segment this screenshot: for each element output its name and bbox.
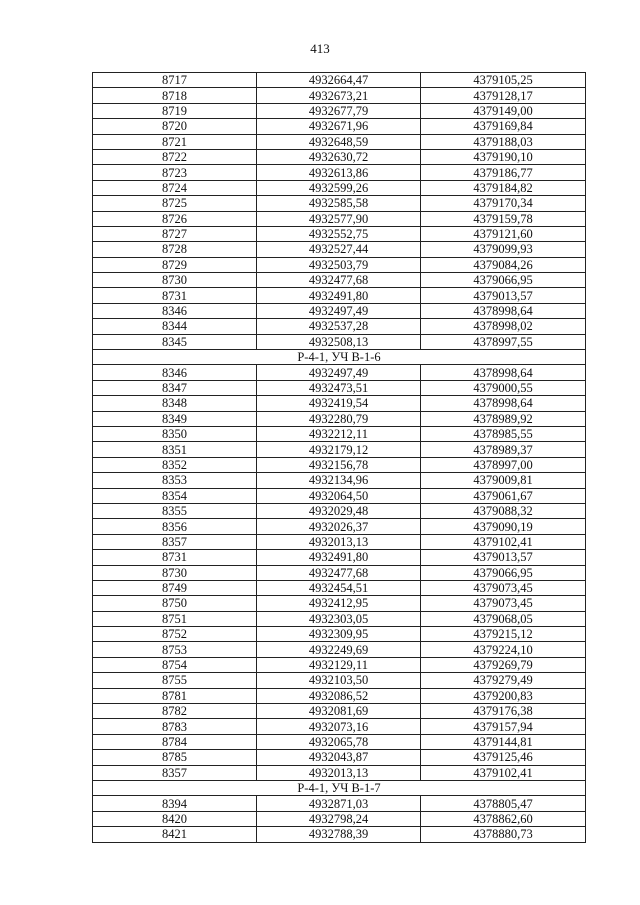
- table-row: [93, 673, 586, 688]
- y-coordinate-cell: 4378998,64: [421, 365, 586, 380]
- y-coordinate-cell: 4379149,00: [421, 103, 586, 118]
- y-coordinate-cell: 4378998,64: [421, 303, 586, 318]
- x-coordinate-cell: 4932026,37: [257, 519, 421, 534]
- point-number-cell: 8722: [93, 149, 257, 164]
- y-coordinate-cell: 4379084,26: [421, 257, 586, 272]
- y-coordinate-cell: 4379200,83: [421, 688, 586, 703]
- x-coordinate-cell: 4932613,86: [257, 165, 421, 180]
- point-number-cell: 8751: [93, 611, 257, 626]
- point-number-cell: 8348: [93, 396, 257, 411]
- x-coordinate-cell: 4932129,11: [257, 657, 421, 672]
- table-row: [93, 73, 586, 88]
- y-coordinate-cell: 4378880,73: [421, 827, 586, 842]
- x-coordinate-cell: 4932503,79: [257, 257, 421, 272]
- point-number-cell: 8718: [93, 88, 257, 103]
- table-row: [93, 580, 586, 595]
- table-row: [93, 273, 586, 288]
- y-coordinate-cell: 4379144,81: [421, 734, 586, 749]
- y-coordinate-cell: 4378862,60: [421, 811, 586, 826]
- y-coordinate-cell: 4379121,60: [421, 226, 586, 241]
- x-coordinate-cell: 4932412,95: [257, 596, 421, 611]
- table-row: [93, 827, 586, 842]
- table-row: [93, 165, 586, 180]
- point-number-cell: 8357: [93, 765, 257, 780]
- point-number-cell: 8717: [93, 73, 257, 88]
- x-coordinate-cell: 4932871,03: [257, 796, 421, 811]
- y-coordinate-cell: 4379184,82: [421, 180, 586, 195]
- y-coordinate-cell: 4379169,84: [421, 119, 586, 134]
- y-coordinate-cell: 4379125,46: [421, 750, 586, 765]
- point-number-cell: 8357: [93, 534, 257, 549]
- table-row: [93, 719, 586, 734]
- y-coordinate-cell: 4379068,05: [421, 611, 586, 626]
- point-number-cell: 8421: [93, 827, 257, 842]
- section-label: Р-4-1, УЧ В-1-7: [93, 780, 586, 795]
- y-coordinate-cell: 4379176,38: [421, 704, 586, 719]
- x-coordinate-cell: 4932508,13: [257, 334, 421, 349]
- y-coordinate-cell: 4378997,55: [421, 334, 586, 349]
- point-number-cell: 8345: [93, 334, 257, 349]
- point-number-cell: 8726: [93, 211, 257, 226]
- x-coordinate-cell: 4932577,90: [257, 211, 421, 226]
- y-coordinate-cell: 4378805,47: [421, 796, 586, 811]
- y-coordinate-cell: 4379159,78: [421, 211, 586, 226]
- y-coordinate-cell: 4378985,55: [421, 426, 586, 441]
- y-coordinate-cell: 4379105,25: [421, 73, 586, 88]
- x-coordinate-cell: 4932630,72: [257, 149, 421, 164]
- x-coordinate-cell: 4932552,75: [257, 226, 421, 241]
- x-coordinate-cell: 4932013,13: [257, 534, 421, 549]
- table-row: [93, 657, 586, 672]
- x-coordinate-cell: 4932477,68: [257, 273, 421, 288]
- point-number-cell: 8731: [93, 288, 257, 303]
- y-coordinate-cell: 4379066,95: [421, 565, 586, 580]
- table-row: [93, 796, 586, 811]
- x-coordinate-cell: 4932537,28: [257, 319, 421, 334]
- x-coordinate-cell: 4932648,59: [257, 134, 421, 149]
- table-row: [93, 426, 586, 441]
- table-row: [93, 473, 586, 488]
- point-number-cell: 8344: [93, 319, 257, 334]
- point-number-cell: 8749: [93, 580, 257, 595]
- table-row: [93, 88, 586, 103]
- x-coordinate-cell: 4932497,49: [257, 303, 421, 318]
- point-number-cell: 8754: [93, 657, 257, 672]
- table-row: [93, 704, 586, 719]
- y-coordinate-cell: 4379186,77: [421, 165, 586, 180]
- table-row: [93, 319, 586, 334]
- point-number-cell: 8353: [93, 473, 257, 488]
- table-row: [93, 288, 586, 303]
- x-coordinate-cell: 4932497,49: [257, 365, 421, 380]
- table-row: [93, 611, 586, 626]
- table-row: [93, 688, 586, 703]
- table-row: [93, 134, 586, 149]
- y-coordinate-cell: 4379128,17: [421, 88, 586, 103]
- coordinates-table: [92, 72, 586, 843]
- x-coordinate-cell: 4932086,52: [257, 688, 421, 703]
- y-coordinate-cell: 4379088,32: [421, 503, 586, 518]
- y-coordinate-cell: 4378997,00: [421, 457, 586, 472]
- y-coordinate-cell: 4378989,37: [421, 442, 586, 457]
- table-row: [93, 396, 586, 411]
- point-number-cell: 8355: [93, 503, 257, 518]
- point-number-cell: 8356: [93, 519, 257, 534]
- table-row: [93, 103, 586, 118]
- point-number-cell: 8349: [93, 411, 257, 426]
- x-coordinate-cell: 4932280,79: [257, 411, 421, 426]
- table-row: [93, 119, 586, 134]
- point-number-cell: 8394: [93, 796, 257, 811]
- table-row: [93, 811, 586, 826]
- point-number-cell: 8352: [93, 457, 257, 472]
- table-row: [93, 550, 586, 565]
- point-number-cell: 8351: [93, 442, 257, 457]
- point-number-cell: 8755: [93, 673, 257, 688]
- x-coordinate-cell: 4932664,47: [257, 73, 421, 88]
- table-row: [93, 503, 586, 518]
- table-row: [93, 519, 586, 534]
- point-number-cell: 8728: [93, 242, 257, 257]
- y-coordinate-cell: 4379013,57: [421, 550, 586, 565]
- point-number-cell: 8750: [93, 596, 257, 611]
- x-coordinate-cell: 4932065,78: [257, 734, 421, 749]
- y-coordinate-cell: 4379157,94: [421, 719, 586, 734]
- table-row: [93, 596, 586, 611]
- y-coordinate-cell: 4379269,79: [421, 657, 586, 672]
- x-coordinate-cell: 4932029,48: [257, 503, 421, 518]
- y-coordinate-cell: 4378998,02: [421, 319, 586, 334]
- table-row: [93, 411, 586, 426]
- x-coordinate-cell: 4932585,58: [257, 196, 421, 211]
- x-coordinate-cell: 4932309,95: [257, 627, 421, 642]
- table-row: [93, 196, 586, 211]
- table-row: [93, 734, 586, 749]
- y-coordinate-cell: 4379224,10: [421, 642, 586, 657]
- point-number-cell: 8730: [93, 565, 257, 580]
- point-number-cell: 8354: [93, 488, 257, 503]
- x-coordinate-cell: 4932599,26: [257, 180, 421, 195]
- y-coordinate-cell: 4379102,41: [421, 765, 586, 780]
- y-coordinate-cell: 4379190,10: [421, 149, 586, 164]
- table-row: [93, 180, 586, 195]
- point-number-cell: 8783: [93, 719, 257, 734]
- y-coordinate-cell: 4379009,81: [421, 473, 586, 488]
- y-coordinate-cell: 4379188,03: [421, 134, 586, 149]
- section-header-row: [93, 350, 586, 365]
- y-coordinate-cell: 4379061,67: [421, 488, 586, 503]
- x-coordinate-cell: 4932179,12: [257, 442, 421, 457]
- y-coordinate-cell: 4379073,45: [421, 596, 586, 611]
- y-coordinate-cell: 4379090,19: [421, 519, 586, 534]
- table-row: [93, 534, 586, 549]
- table-row: [93, 457, 586, 472]
- point-number-cell: 8420: [93, 811, 257, 826]
- y-coordinate-cell: 4379170,34: [421, 196, 586, 211]
- point-number-cell: 8781: [93, 688, 257, 703]
- x-coordinate-cell: 4932798,24: [257, 811, 421, 826]
- x-coordinate-cell: 4932134,96: [257, 473, 421, 488]
- point-number-cell: 8785: [93, 750, 257, 765]
- point-number-cell: 8730: [93, 273, 257, 288]
- point-number-cell: 8724: [93, 180, 257, 195]
- x-coordinate-cell: 4932473,51: [257, 380, 421, 395]
- y-coordinate-cell: 4379102,41: [421, 534, 586, 549]
- x-coordinate-cell: 4932303,05: [257, 611, 421, 626]
- y-coordinate-cell: 4379215,12: [421, 627, 586, 642]
- point-number-cell: 8719: [93, 103, 257, 118]
- x-coordinate-cell: 4932064,50: [257, 488, 421, 503]
- coordinates-table-body: [93, 73, 586, 843]
- table-row: [93, 242, 586, 257]
- x-coordinate-cell: 4932103,50: [257, 673, 421, 688]
- table-row: [93, 334, 586, 349]
- table-row: [93, 488, 586, 503]
- table-row: [93, 765, 586, 780]
- table-row: [93, 226, 586, 241]
- table-row: [93, 149, 586, 164]
- x-coordinate-cell: 4932671,96: [257, 119, 421, 134]
- table-row: [93, 750, 586, 765]
- y-coordinate-cell: 4378998,64: [421, 396, 586, 411]
- point-number-cell: 8753: [93, 642, 257, 657]
- x-coordinate-cell: 4932491,80: [257, 288, 421, 303]
- point-number-cell: 8723: [93, 165, 257, 180]
- section-header-row: [93, 780, 586, 795]
- x-coordinate-cell: 4932673,21: [257, 88, 421, 103]
- x-coordinate-cell: 4932013,13: [257, 765, 421, 780]
- table-row: [93, 365, 586, 380]
- x-coordinate-cell: 4932788,39: [257, 827, 421, 842]
- x-coordinate-cell: 4932081,69: [257, 704, 421, 719]
- point-number-cell: 8346: [93, 365, 257, 380]
- point-number-cell: 8731: [93, 550, 257, 565]
- point-number-cell: 8347: [93, 380, 257, 395]
- point-number-cell: 8720: [93, 119, 257, 134]
- x-coordinate-cell: 4932454,51: [257, 580, 421, 595]
- table-row: [93, 565, 586, 580]
- x-coordinate-cell: 4932419,54: [257, 396, 421, 411]
- page-number: 413: [310, 41, 330, 56]
- x-coordinate-cell: 4932073,16: [257, 719, 421, 734]
- y-coordinate-cell: 4379073,45: [421, 580, 586, 595]
- point-number-cell: 8727: [93, 226, 257, 241]
- point-number-cell: 8729: [93, 257, 257, 272]
- x-coordinate-cell: 4932249,69: [257, 642, 421, 657]
- point-number-cell: 8350: [93, 426, 257, 441]
- section-label: Р-4-1, УЧ В-1-6: [93, 350, 586, 365]
- x-coordinate-cell: 4932527,44: [257, 242, 421, 257]
- point-number-cell: 8782: [93, 704, 257, 719]
- x-coordinate-cell: 4932491,80: [257, 550, 421, 565]
- point-number-cell: 8752: [93, 627, 257, 642]
- table-row: [93, 303, 586, 318]
- x-coordinate-cell: 4932212,11: [257, 426, 421, 441]
- point-number-cell: 8721: [93, 134, 257, 149]
- x-coordinate-cell: 4932477,68: [257, 565, 421, 580]
- y-coordinate-cell: 4378989,92: [421, 411, 586, 426]
- point-number-cell: 8346: [93, 303, 257, 318]
- table-row: [93, 380, 586, 395]
- y-coordinate-cell: 4379013,57: [421, 288, 586, 303]
- y-coordinate-cell: 4379000,55: [421, 380, 586, 395]
- table-row: [93, 642, 586, 657]
- point-number-cell: 8784: [93, 734, 257, 749]
- table-row: [93, 627, 586, 642]
- table-row: [93, 257, 586, 272]
- y-coordinate-cell: 4379099,93: [421, 242, 586, 257]
- y-coordinate-cell: 4379066,95: [421, 273, 586, 288]
- x-coordinate-cell: 4932677,79: [257, 103, 421, 118]
- table-row: [93, 211, 586, 226]
- x-coordinate-cell: 4932156,78: [257, 457, 421, 472]
- point-number-cell: 8725: [93, 196, 257, 211]
- table-row: [93, 442, 586, 457]
- x-coordinate-cell: 4932043,87: [257, 750, 421, 765]
- y-coordinate-cell: 4379279,49: [421, 673, 586, 688]
